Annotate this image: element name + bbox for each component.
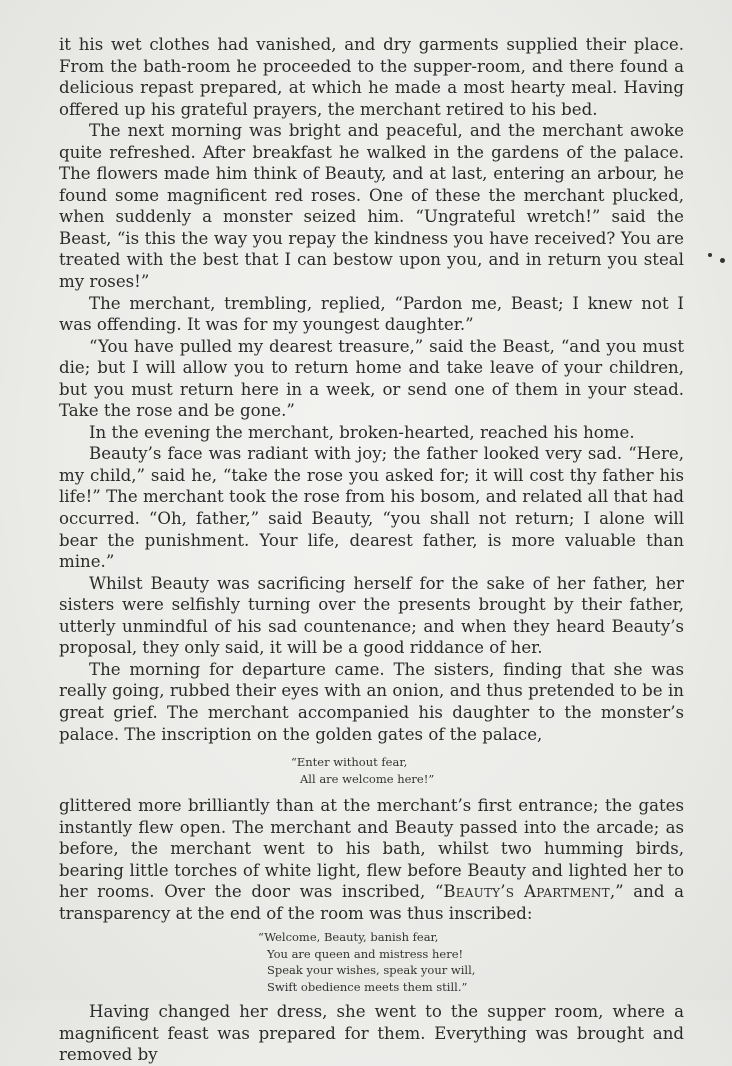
verse-line: Swift obedience meets them still.” — [267, 979, 468, 994]
paragraph-3: “You have pulled my dearest treasure,” said the Beast, “and you must die; but I will allow you to return home and take leave of your children, but you must return here in a week, or send one of them in your stead. Take the rose and be gone.” — [59, 336, 684, 421]
paragraph-8 — [59, 795, 684, 924]
paragraph-9: Having changed her dress, she went to the supper room, where a magnificent feast was prepared for them. Everything was brought and removed by — [59, 1002, 684, 1065]
verse-line: “Enter without fear, — [291, 755, 408, 770]
story-page — [59, 34, 684, 1066]
apartment-inscription: Beauty’s Apartment — [443, 882, 610, 902]
verse-line: You are queen and mistress here! — [267, 946, 464, 961]
paragraph-6: Whilst Beauty was sacrificing herself for the sake of her father, her sisters were selfishly turning over the presents brought by their father, utterly unmindful of his sad countenance; and when they heard Beauty’s proposal, they only said, it will be a good riddance of her. — [59, 573, 684, 658]
paragraph-8-text-end: ,” and a transparency at the end of the room was thus inscribed: — [59, 882, 684, 923]
paragraph-5: Beauty’s face was radiant with joy; the father looked very sad. “Here, my child,” said he, “take the rose you asked for; it will cost thy father his life!” The merchant took the rose from his bosom, and related all that had occurred. “Oh, father,” said Beauty, “you shall not return; I alone will bear the punishment. Your life, dearest father, is more valuable than mine.” — [59, 444, 684, 572]
room-inscription — [59, 929, 684, 995]
print-speck — [708, 253, 712, 257]
paragraph-7: The morning for departure came. The sisters, finding that she was really going, rubbed their eyes with an onion, and thus pretended to be in great grief. The merchant accompanied his daughter to the monster’s palace. The inscription on the golden gates of the palace, — [59, 659, 684, 744]
verse-line: Speak your wishes, speak your will, — [267, 963, 476, 978]
print-speck — [720, 258, 725, 263]
paragraph-2: The merchant, trembling, replied, “Pardon me, Beast; I knew not I was offending. It was for my youngest daughter.” — [59, 293, 684, 335]
gate-inscription — [59, 754, 684, 787]
verse-line: “Welcome, Beauty, banish fear, — [258, 930, 439, 945]
paragraph-0: it his wet clothes had vanished, and dry garments supplied their place. From the bath-room he proceeded to the supper-room, and there found a delicious repast prepared, at which he made a most hearty meal. Having offered up his grateful prayers, the merchant retired to his bed. — [59, 35, 684, 119]
paragraph-1: The next morning was bright and peaceful, and the merchant awoke quite refreshed. After breakfast he walked in the gardens of the palace. The flowers made him think of Beauty, and at last, entering an arbour, he found some magnificent red roses. One of these the merchant plucked, when suddenly a monster seized him. “Ungrateful wretch!” said the Beast, “is this the way you repay the kindness you have received? You are treated with the best that I can bestow upon you, and in return you steal my roses!” — [59, 121, 684, 292]
paragraph-4: In the evening the merchant, broken-hearted, reached his home. — [89, 422, 635, 442]
verse-line: All are welcome here!” — [300, 771, 435, 786]
paragraph-8-text: glittered more brilliantly than at the merchant’s first entrance; the gates instantly flew open. The merchant and Beauty passed into the arcade; as before, the merchant went to his bath, whilst two humming birds, bearing little torches of white light, flew before Beauty and lighted her to her rooms. Over the door was inscribed, “ — [59, 796, 684, 902]
